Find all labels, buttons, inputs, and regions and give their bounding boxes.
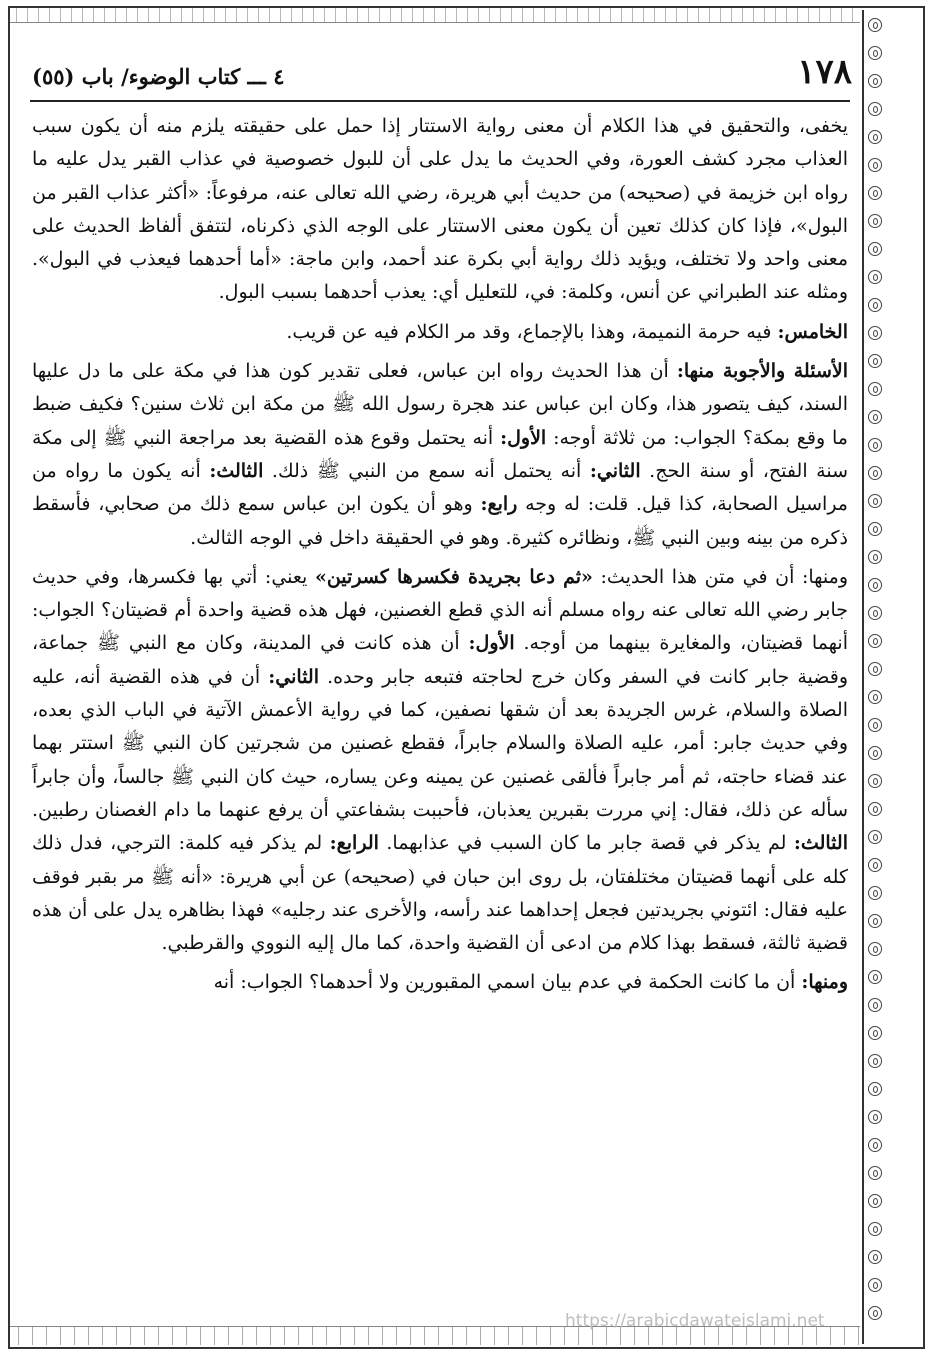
chain-link-ornament	[868, 1138, 882, 1152]
chain-link-ornament	[868, 998, 882, 1012]
bold-term: رابع:	[480, 493, 518, 516]
text-run: ومنها: أن في متن هذا الحديث:	[592, 565, 848, 588]
bold-term: ومنها:	[801, 971, 848, 994]
chain-link-ornament	[868, 858, 882, 872]
bold-term: الثاني:	[589, 459, 641, 482]
text-run: لم يذكر فيه كلمة: الترجي، فدل ذلك كله على أنهما قضيتان مختلفتان، بل روى ابن حبان في (صحيحه) عن أبي هريرة: «أنه ﷺ مر بقبر فوقف عليه فقال: ائتوني بجريدتين فجعل إحداهما عند رأسه، والأخرى عند رجليه» فهذا بظاهره يدل على أن هذه قضية ثالثة، فسقط بهذا كلام من ادعى أن القضية واحدة، كما مال إليه النووي والقرطبي.	[32, 832, 848, 955]
chain-link-ornament	[868, 186, 882, 200]
chain-link-ornament	[868, 466, 882, 480]
chain-link-ornament	[868, 102, 882, 116]
chain-link-ornament	[868, 606, 882, 620]
bold-term: «ثم دعا بجريدة فكسرها كسرتين»	[314, 565, 593, 588]
text-run: أنه يكون ما رواه من مراسيل الصحابة، كذا قيل. قلت: له وجه	[32, 459, 848, 516]
chain-link-ornament	[868, 242, 882, 256]
top-ornament-border	[10, 8, 860, 23]
chain-link-ornament	[868, 1306, 882, 1320]
chain-link-ornament	[868, 1054, 882, 1068]
text-run: يخفى، والتحقيق في هذا الكلام أن معنى رواية الاستتار إذا حمل على حقيقته يلزم منه أن يكون سبب العذاب مجرد كشف العورة، وفي الحديث ما يدل على أن للبول خصوصية في عذاب القبر يدل عليه ما رواه ابن خزيمة في (صحيحه) من حديث أبي هريرة، رضي الله تعالى عنه، مرفوعاً: «أكثر عذاب القبر من البول»، فإذا كان كذلك تعين أن يكون معنى الاستتار على الوجه الذي ذكرناه، لتتفق ألفاظ الحديث على معنى واحد ولا تختلف، ويؤيد ذلك رواية أبي بكرة عند أحمد، وابن ماجة: «أما أحدهما فيعذب في البول». ومثله عند الطبراني عن أنس، وكلمة: في، للتعليل أي: يعذب أحدهما بسبب البول.	[32, 115, 848, 304]
text-run: أن هذه كانت في المدينة، وكان مع النبي ﷺ جماعة، وقضية جابر كانت في السفر وكان خرج لحاجته فتبعه جابر وحده.	[32, 632, 849, 688]
chain-link-ornament	[868, 886, 882, 900]
running-title: ٤ ـــ كتاب الوضوء/ باب (٥٥)	[32, 64, 285, 89]
chain-link-ornament	[868, 578, 882, 592]
side-ornament-chain	[862, 10, 922, 1344]
header-rule	[30, 100, 850, 102]
chain-link-ornament	[868, 214, 882, 228]
chain-link-ornament	[868, 774, 882, 788]
chain-link-ornament	[868, 74, 882, 88]
chain-link-ornament	[868, 270, 882, 284]
chain-link-ornament	[868, 410, 882, 424]
chain-link-ornament	[868, 298, 882, 312]
chain-link-ornament	[868, 1250, 882, 1264]
text-run: وهو أن يكون ابن عباس سمع ذلك من صحابي، فأسقط ذكره من بينه وبين النبي ﷺ، ونظائره كثيرة. وهو في الحقيقة داخل في الوجه الثالث.	[32, 493, 848, 549]
paragraph	[32, 966, 848, 999]
watermark-url: https://arabicdawateislami.net	[565, 1311, 825, 1331]
chain-link-ornament	[868, 438, 882, 452]
chain-link-ornament	[868, 718, 882, 732]
chain-link-ornament	[868, 522, 882, 536]
text-run: أن هذا الحديث رواه ابن عباس، فعلى تقدير كون هذا في مكة على ما دل عليها السند، كيف يتصور هذا، وكان ابن عباس عند هجرة رسول الله ﷺ من مكة ابن ثلاث سنين؟ فكيف ضبط ما وقع بمكة؟ الجواب: من ثلاثة أوجه:	[32, 360, 848, 449]
chain-link-ornament	[868, 354, 882, 368]
bold-term: الرابع:	[329, 832, 379, 855]
chain-link-ornament	[868, 1194, 882, 1208]
chain-link-ornament	[868, 158, 882, 172]
chain-link-ornament	[868, 830, 882, 844]
chain-link-ornament	[868, 1026, 882, 1040]
page-number: ١٧٨	[797, 52, 852, 92]
chain-link-ornament	[868, 1166, 882, 1180]
text-run: أن في هذه القضية أنه، عليه الصلاة والسلام، غرس الجريدة بعد أن شقها نصفين، كما في رواية الأعمش الآتية في الباب الذي بعده، وفي حديث جابر: أمر، عليه الصلاة والسلام جابراً، فقطع غصنين من شجرتين كان النبي ﷺ استتر بهما عند قضاء حاجته، ثم أمر جابراً فألقى غصنين عن يمينه وعن يساره، حيث كان النبي ﷺ جالساً، وأن جابراً سأله عن ذلك، فقال: إني مررت بقبرين يعذبان، فأحببت بشفاعتي أن يرفع عنهما ما دام الغصنان رطبين.	[32, 665, 848, 821]
chain-link-ornament	[868, 970, 882, 984]
chain-link-ornament	[868, 326, 882, 340]
bold-term: الأسئلة والأجوبة منها:	[676, 360, 848, 383]
chain-link-ornament	[868, 942, 882, 956]
chain-link-ornament	[868, 1222, 882, 1236]
bold-term: الخامس:	[777, 320, 848, 343]
paragraph	[32, 110, 848, 310]
chain-link-ornament	[868, 1082, 882, 1096]
chain-link-ornament	[868, 662, 882, 676]
bold-term: الثاني:	[268, 665, 319, 688]
bold-term: الثالث:	[793, 832, 848, 855]
chain-link-ornament	[868, 1110, 882, 1124]
chain-link-ornament	[868, 634, 882, 648]
text-run: فيه حرمة النميمة، وهذا بالإجماع، وقد مر الكلام فيه عن قريب.	[286, 320, 778, 343]
chain-link-ornament	[868, 690, 882, 704]
chain-link-ornament	[868, 130, 882, 144]
chain-link-ornament	[868, 494, 882, 508]
text-run: يعني: أتي بها فكسرها، وفي حديث جابر رضي الله تعالى عنه رواه مسلم أنه الذي قطع الغصنين، فهل هذه قضية واحدة أم قضيتان؟ الجواب: أنهما قضيتان، والمغايرة بينهما من أوجه.	[32, 565, 848, 655]
chain-link-ornament	[868, 550, 882, 564]
paragraph	[32, 561, 848, 961]
chain-link-ornament	[868, 1278, 882, 1292]
chain-link-ornament	[868, 802, 882, 816]
paragraph	[32, 355, 848, 555]
bold-term: الأول:	[468, 632, 515, 655]
chain-link-ornament	[868, 46, 882, 60]
chain-link-ornament	[868, 382, 882, 396]
page-header	[32, 52, 852, 98]
chain-link-ornament	[868, 746, 882, 760]
chain-link-ornament	[868, 914, 882, 928]
paragraph	[32, 316, 848, 349]
text-run: أنه يحتمل أنه سمع من النبي ﷺ ذلك.	[263, 459, 590, 482]
body-text	[32, 110, 848, 1006]
chain-link-ornament	[868, 18, 882, 32]
bold-term: الأول:	[500, 426, 547, 449]
text-run: أن ما كانت الحكمة في عدم بيان اسمي المقبورين ولا أحدهما؟ الجواب: أنه	[213, 971, 802, 994]
bold-term: الثالث:	[209, 459, 264, 482]
text-run: أنه يحتمل وقوع هذه القضية بعد مراجعة النبي ﷺ إلى مكة سنة الفتح، أو سنة الحج.	[32, 426, 848, 482]
text-run: لم يذكر في قصة جابر ما كان السبب في عذابهما.	[378, 832, 794, 855]
